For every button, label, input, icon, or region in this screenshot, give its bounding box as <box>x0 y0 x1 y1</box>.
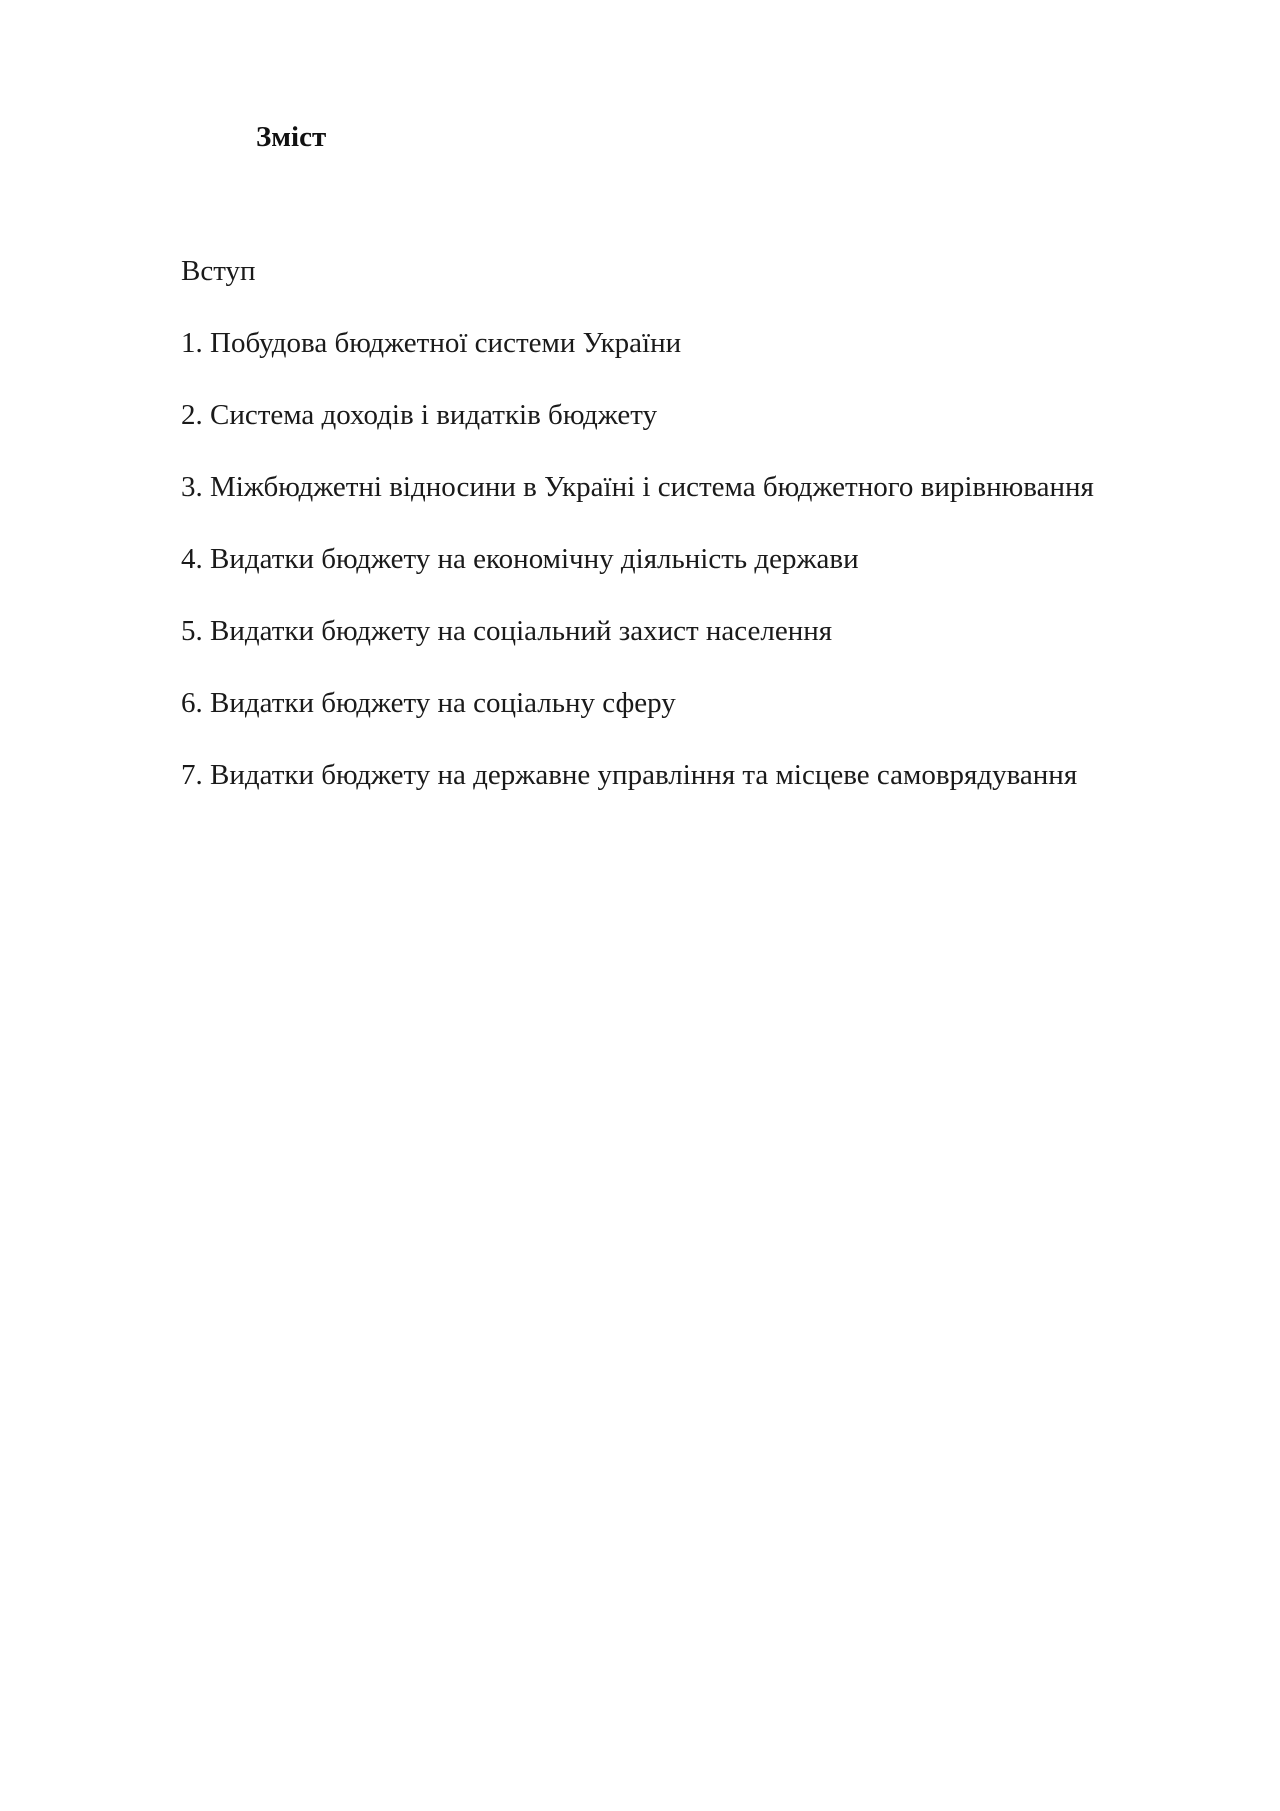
toc-title: Зміст <box>256 121 327 153</box>
toc-entry-5: 5. Видатки бюджету на соціальний захист населення <box>181 615 833 647</box>
toc-entry-6: 6. Видатки бюджету на соціальну сферу <box>181 687 676 719</box>
toc-entry-4: 4. Видатки бюджету на економічну діяльність держави <box>181 543 859 575</box>
toc-list <box>181 251 1094 827</box>
toc-entry-intro: Вступ <box>181 255 256 287</box>
toc-entry-2: 2. Система доходів і видатків бюджету <box>181 399 658 431</box>
toc-entry-7: 7. Видатки бюджету на державне управління та місцеве самоврядування <box>181 759 1078 791</box>
toc-entry-1: 1. Побудова бюджетної системи України <box>181 327 682 359</box>
toc-entry-3: 3. Міжбюджетні відносини в Україні і система бюджетного вирівнювання <box>181 471 1094 503</box>
